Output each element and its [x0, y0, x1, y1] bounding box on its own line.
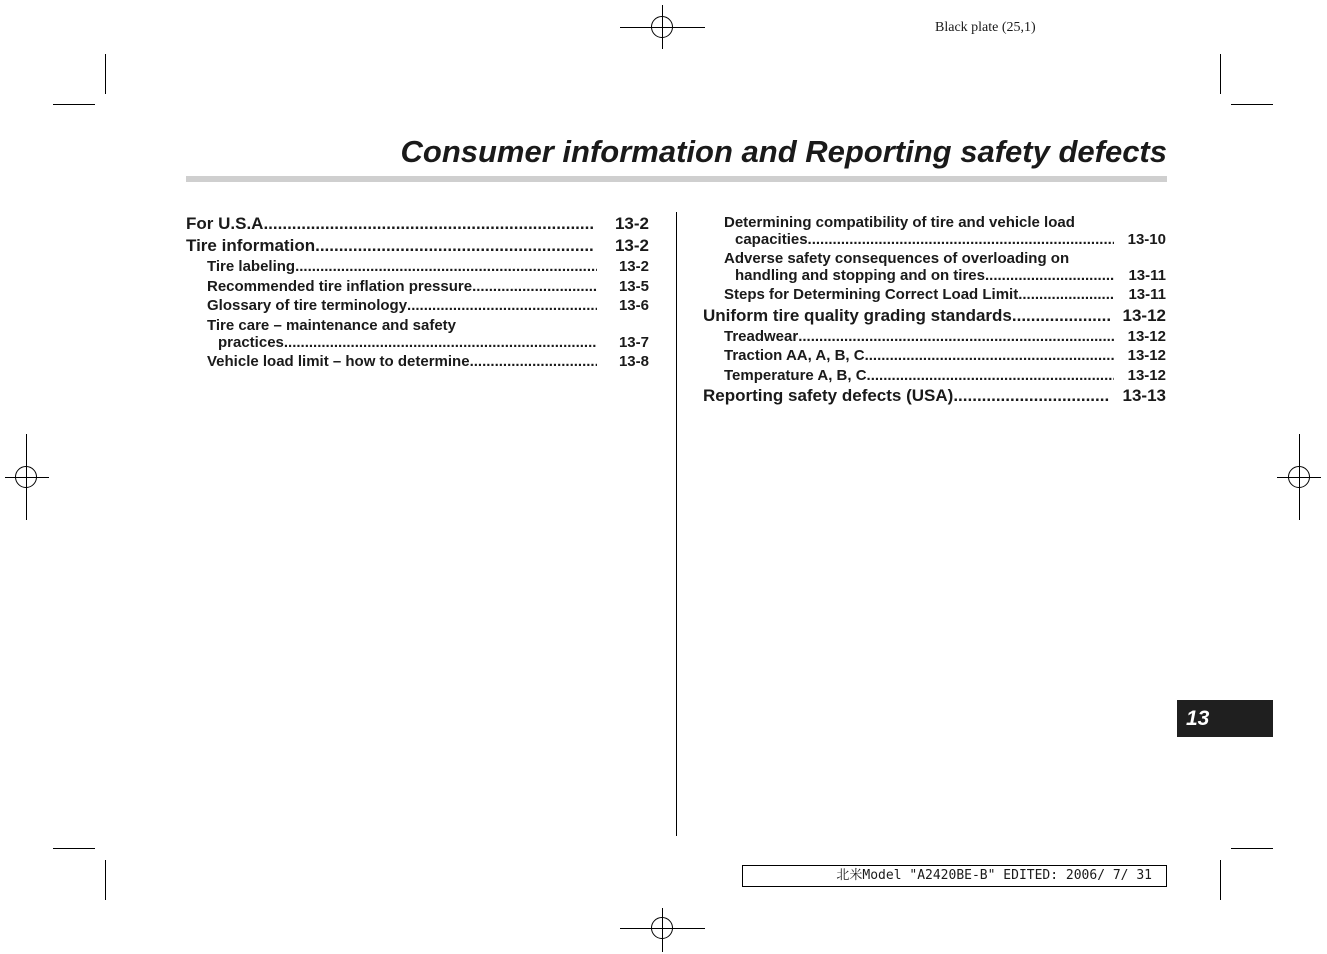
toc-entry-title: Steps for Determining Correct Load Limit	[724, 286, 1019, 303]
page-title: Consumer information and Reporting safety defects	[400, 134, 1167, 169]
column-divider	[676, 212, 677, 836]
toc-leader-dots	[472, 278, 597, 295]
toc-entry[interactable]	[703, 214, 1166, 250]
toc-entry-title: Temperature A, B, C	[724, 366, 867, 384]
toc-entry-title: Reporting safety defects (USA)	[703, 386, 954, 405]
toc-left-column	[186, 214, 649, 372]
toc-section-entry[interactable]	[703, 306, 1166, 328]
toc-entry-title: Recommended tire inflation pressure	[207, 277, 473, 295]
toc-leader-dots	[295, 258, 597, 275]
toc-page-number: 13-6	[618, 297, 649, 314]
toc-entry-title: handling and stopping and on tires	[735, 267, 985, 284]
toc-subsection-entry[interactable]	[186, 258, 649, 278]
toc-page-number: 13-12	[1127, 366, 1166, 384]
toc-leader-dots	[867, 367, 1114, 384]
plate-label: Black plate (25,1)	[935, 20, 1036, 35]
toc-page-number: 13-12	[1122, 305, 1166, 325]
toc-entry-title: Tire labeling	[207, 258, 296, 275]
toc-subsection-entry[interactable]	[186, 353, 649, 373]
toc-page-number: 13-8	[618, 352, 649, 370]
toc-page-number: 13-11	[1128, 286, 1166, 303]
toc-leader-dots	[407, 297, 597, 314]
toc-entry-title-line: Tire care – maintenance and safety	[207, 316, 457, 334]
toc-subsection-entry[interactable]	[186, 278, 649, 298]
toc-entry-title: Tire information	[186, 236, 316, 255]
toc-entry-title-line: Adverse safety consequences of overloading on	[724, 250, 1070, 267]
toc-leader-dots	[985, 267, 1114, 284]
toc-leader-dots	[865, 347, 1114, 364]
toc-page-number: 13-2	[618, 258, 649, 275]
toc-leader-dots	[808, 231, 1114, 248]
toc-leader-dots	[1012, 306, 1110, 326]
footer-edit-info: 北米Model "A2420BE-B" EDITED: 2006/ 7/ 31	[742, 865, 1167, 887]
toc-page-number: 13-7	[618, 333, 649, 351]
toc-page-number: 13-10	[1127, 231, 1166, 248]
toc-entry-title: Uniform tire quality grading standards	[703, 305, 1012, 325]
title-rule	[186, 176, 1167, 182]
toc-subsection-entry[interactable]	[703, 347, 1166, 367]
toc-leader-dots	[284, 334, 597, 351]
toc-subsection-entry[interactable]	[703, 367, 1166, 387]
toc-page-number: 13-11	[1128, 267, 1166, 284]
toc-page-number: 13-2	[614, 236, 649, 255]
toc-entry-title: Glossary of tire terminology	[207, 297, 408, 314]
toc-entry-title: Treadwear	[724, 327, 799, 345]
toc-section-entry[interactable]	[186, 236, 649, 258]
toc-entry[interactable]	[703, 250, 1166, 286]
toc-leader-dots	[315, 236, 593, 256]
chapter-tab: 13	[1177, 700, 1273, 737]
toc-page-number: 13-2	[614, 214, 649, 233]
toc-page-number: 13-5	[618, 277, 649, 295]
toc-entry-title: Traction AA, A, B, C	[724, 347, 865, 364]
toc-leader-dots	[268, 214, 593, 234]
toc-leader-dots	[798, 328, 1114, 345]
toc-entry-title-line: Determining compatibility of tire and vehicle load	[724, 214, 1075, 231]
toc-section-entry[interactable]	[186, 214, 649, 236]
toc-leader-dots	[953, 386, 1110, 406]
toc-section-entry[interactable]	[703, 386, 1166, 408]
toc-entry-title: capacities	[735, 231, 808, 248]
toc-page-number: 13-12	[1127, 327, 1166, 345]
toc-subsection-entry[interactable]	[186, 297, 649, 317]
toc-subsection-entry[interactable]	[703, 328, 1166, 348]
toc-leader-dots	[470, 353, 597, 370]
toc-right-column	[703, 214, 1166, 408]
toc-page-number: 13-13	[1122, 386, 1166, 405]
toc-leader-dots	[1018, 286, 1114, 303]
toc-entry-title: For U.S.A.	[186, 214, 269, 233]
toc-entry[interactable]	[186, 317, 649, 353]
toc-page-number: 13-12	[1127, 347, 1166, 364]
toc-subsection-entry[interactable]	[703, 286, 1166, 306]
toc-entry-title: Vehicle load limit – how to determine	[207, 352, 470, 370]
toc-entry-title: practices	[218, 333, 284, 351]
